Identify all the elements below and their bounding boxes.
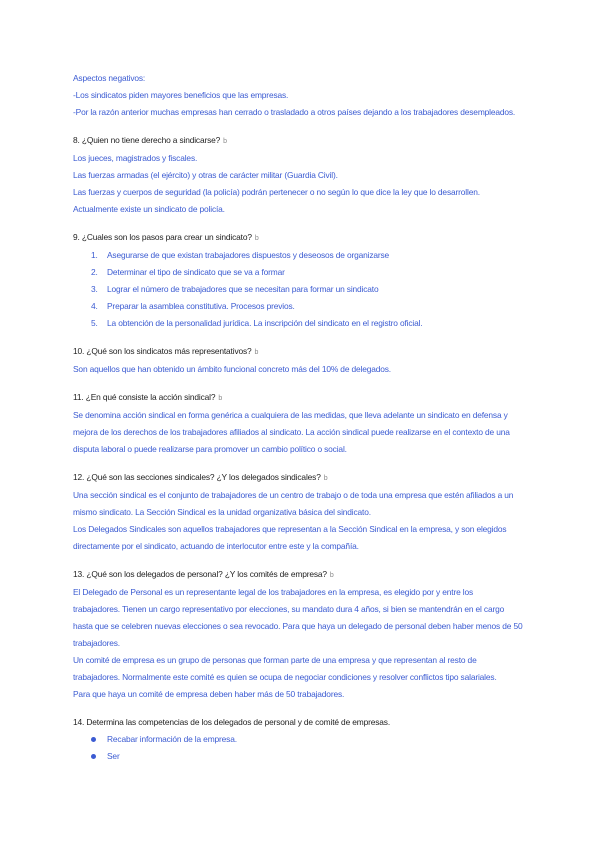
answer-line: trabajadores. Normalmente este comité es quien se ocupa de negociar condiciones y resolver conflictos tipo salariales. bbox=[73, 672, 497, 682]
bullet-text: Ser bbox=[107, 751, 120, 761]
step-item bbox=[73, 264, 543, 281]
step-number: 5. bbox=[91, 318, 98, 328]
comment-marker-icon: b bbox=[329, 572, 334, 579]
question-text: 10. ¿Qué son los sindicatos más representativos? bbox=[73, 346, 252, 356]
question-11-heading bbox=[73, 389, 543, 407]
aspectos-line: -Por la razón anterior muchas empresas han cerrado o trasladado a otros países dejando a los trabajadores desempleados. bbox=[73, 107, 516, 117]
comment-marker-icon: b bbox=[223, 138, 227, 145]
question-8-section bbox=[73, 132, 543, 218]
step-item bbox=[73, 247, 543, 264]
aspectos-heading: Aspectos negativos: bbox=[73, 73, 146, 83]
question-12-section bbox=[73, 469, 543, 555]
step-item bbox=[73, 298, 543, 315]
answer-line: El Delegado de Personal es un representante legal de los trabajadores en la empresa, es elegido por y entre los bbox=[73, 587, 474, 597]
question-12-heading bbox=[73, 469, 543, 487]
answer-line: directamente por el sindicato, actuando de interlocutor entre este y la compañía. bbox=[73, 541, 359, 551]
step-number: 3. bbox=[91, 284, 98, 294]
answer-line: Las fuerzas armadas (el ejército) y otras de carácter militar (Guardia Civil). bbox=[73, 170, 338, 180]
bullet-item bbox=[73, 731, 543, 748]
answer-line: trabajadores. bbox=[73, 638, 120, 648]
aspectos-line: -Los sindicatos piden mayores beneficios que las empresas. bbox=[73, 90, 289, 100]
answer-line: Una sección sindical es el conjunto de trabajadores de un centro de trabajo o de toda una empresa que estén afiliados a un bbox=[73, 490, 514, 500]
answer-line: Las fuerzas y cuerpos de seguridad (la policía) podrán pertenecer o no según lo que dice la ley que lo desarrollen. bbox=[73, 187, 480, 197]
question-8-heading bbox=[73, 132, 543, 150]
comment-marker-icon: b bbox=[254, 349, 259, 356]
answer-line: hasta que se celebren nuevas elecciones o sea revocado. Para que haya un delegado de personal deben haber menos de 50 bbox=[73, 621, 523, 631]
question-13-section bbox=[73, 566, 543, 703]
bullet-dot-icon bbox=[91, 737, 96, 742]
question-10-heading bbox=[73, 343, 543, 361]
question-11-section bbox=[73, 389, 543, 458]
answer-line: Actualmente existe un sindicato de policía. bbox=[73, 204, 225, 214]
comment-marker-icon: b bbox=[254, 235, 259, 242]
step-text: Lograr el número de trabajadores que se necesitan para formar un sindicato bbox=[107, 284, 379, 294]
step-number: 4. bbox=[91, 301, 98, 311]
steps-list bbox=[73, 247, 543, 332]
bullet-text: Recabar información de la empresa. bbox=[107, 734, 237, 744]
step-text: Asegurarse de que existan trabajadores dispuestos y deseosos de organizarse bbox=[107, 250, 390, 260]
step-item bbox=[73, 315, 543, 332]
question-text: 9. ¿Cuales son los pasos para crear un sindicato? bbox=[73, 232, 252, 242]
answer-line: Son aquellos que han obtenido un ámbito funcional concreto más del 10% de delegados. bbox=[73, 364, 391, 374]
comment-marker-icon: b bbox=[323, 475, 328, 482]
question-10-section bbox=[73, 343, 543, 378]
bullet-dot-icon bbox=[91, 754, 96, 759]
question-14-heading: 14. Determina las competencias de los delegados de personal y de comité de empresas. bbox=[73, 717, 391, 727]
question-9-heading bbox=[73, 229, 543, 247]
answer-line: mejora de los derechos de los trabajadores afiliados al sindicato. La acción sindical puede realizarse en el contexto de una bbox=[73, 427, 510, 437]
document-content bbox=[73, 70, 543, 776]
answer-line: Un comité de empresa es un grupo de personas que forman parte de una empresa y que representan al resto de bbox=[73, 655, 477, 665]
step-text: La obtención de la personalidad jurídica. La inscripción del sindicato en el registro oficial. bbox=[107, 318, 423, 328]
answer-line: trabajadores. Tienen un cargo representativo por elecciones, su mandato dura 4 años, si bien se mantendrán en el cargo bbox=[73, 604, 505, 614]
answer-line: disputa laboral o puede realizarse para promover un cambio político o social. bbox=[73, 444, 347, 454]
answer-line: Se denomina acción sindical en forma genérica a cualquiera de las medidas, que lleva adelante un sindicato en defensa y bbox=[73, 410, 508, 420]
step-number: 2. bbox=[91, 267, 98, 277]
question-14-section bbox=[73, 714, 543, 765]
question-13-heading bbox=[73, 566, 543, 584]
step-item bbox=[73, 281, 543, 298]
step-text: Preparar la asamblea constitutiva. Procesos previos. bbox=[107, 301, 295, 311]
question-text: 12. ¿Qué son las secciones sindicales? ¿Y los delegados sindicales? bbox=[73, 472, 321, 482]
answer-line: Los Delegados Sindicales son aquellos trabajadores que representan a la Sección Sindical en la empresa, y son elegidos bbox=[73, 524, 507, 534]
step-text: Determinar el tipo de sindicato que se va a formar bbox=[107, 267, 285, 277]
aspectos-negativos-section bbox=[73, 70, 543, 121]
question-text: 11. ¿En qué consiste la acción sindical? bbox=[73, 392, 216, 402]
step-number: 1. bbox=[91, 250, 98, 260]
question-text: 13. ¿Qué son los delegados de personal? ¿Y los comités de empresa? bbox=[73, 569, 327, 579]
comment-marker-icon: b bbox=[218, 395, 223, 402]
bullet-item bbox=[73, 748, 543, 765]
bullet-list bbox=[73, 731, 543, 765]
answer-line: Los jueces, magistrados y fiscales. bbox=[73, 153, 198, 163]
question-text: 8. ¿Quien no tiene derecho a sindicarse? bbox=[73, 135, 221, 145]
answer-line: Para que haya un comité de empresa deben haber más de 50 trabajadores. bbox=[73, 689, 345, 699]
question-9-section bbox=[73, 229, 543, 332]
answer-line: mismo sindicato. La Sección Sindical es la unidad organizativa básica del sindicato. bbox=[73, 507, 371, 517]
